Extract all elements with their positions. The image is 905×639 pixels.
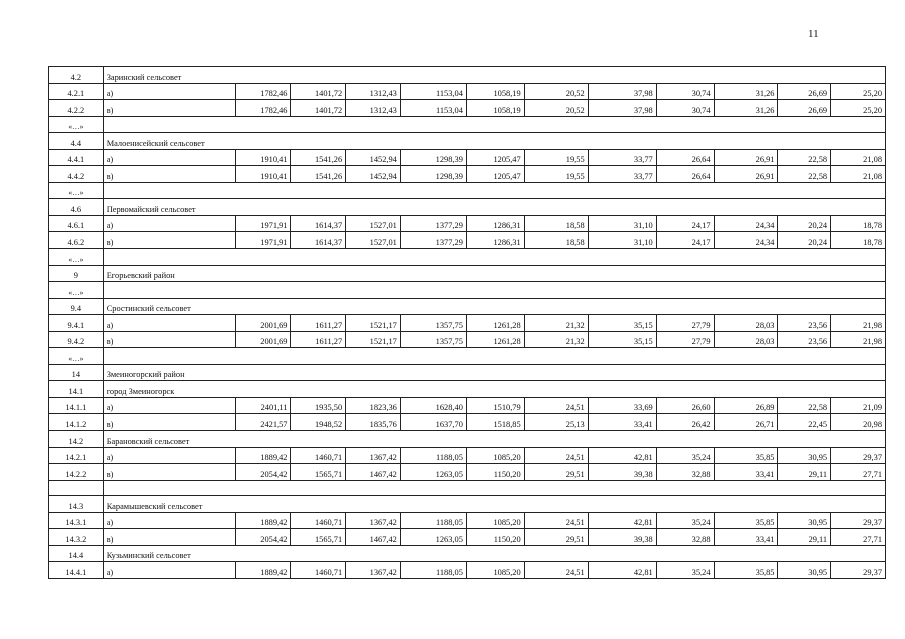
value-cell: 2421,57 [235, 414, 291, 431]
value-cell: 22,45 [778, 414, 831, 431]
value-cell: 25,20 [831, 83, 886, 100]
value-cell: 30,95 [778, 562, 831, 579]
table-row [49, 166, 886, 183]
empty-cell [103, 116, 885, 133]
value-cell: 21,08 [831, 149, 886, 166]
value-cell: 1286,31 [466, 215, 524, 232]
section-row [49, 199, 886, 216]
value-cell: 31,26 [714, 83, 778, 100]
row-subitem: а) [103, 215, 235, 232]
value-cell: 29,51 [524, 529, 588, 546]
table-row [49, 464, 886, 481]
value-cell: 1889,42 [235, 447, 291, 464]
value-cell: 1460,71 [291, 447, 346, 464]
row-code: 9.4.1 [49, 315, 104, 332]
section-code: 14.2 [49, 431, 104, 448]
value-cell: 1058,19 [466, 83, 524, 100]
table-row [49, 562, 886, 579]
value-cell: 1357,75 [400, 331, 466, 348]
empty-cell [103, 182, 885, 199]
section-title: Малоенисейский сельсовет [103, 133, 885, 150]
value-cell: 21,98 [831, 331, 886, 348]
row-subitem: а) [103, 512, 235, 529]
section-title: Егорьевский район [103, 265, 885, 282]
value-cell: 24,34 [714, 232, 778, 249]
value-cell: 18,78 [831, 215, 886, 232]
value-cell: 1205,47 [466, 149, 524, 166]
value-cell: 1910,41 [235, 149, 291, 166]
row-subitem: а) [103, 397, 235, 414]
value-cell: 1541,26 [291, 149, 346, 166]
value-cell: 24,17 [656, 215, 714, 232]
value-cell: 18,58 [524, 232, 588, 249]
empty-cell [49, 480, 104, 496]
value-cell: 29,11 [778, 529, 831, 546]
value-cell: 1058,19 [466, 100, 524, 117]
value-cell: 1910,41 [235, 166, 291, 183]
row-code: 4.4.2 [49, 166, 104, 183]
value-cell: 26,42 [656, 414, 714, 431]
value-cell: 1367,42 [346, 562, 401, 579]
section-row [49, 298, 886, 315]
value-cell: 31,10 [588, 232, 656, 249]
section-code: 9 [49, 265, 104, 282]
value-cell: 19,55 [524, 166, 588, 183]
section-row [49, 545, 886, 562]
value-cell: 1312,43 [346, 100, 401, 117]
section-code: 4.2 [49, 67, 104, 84]
table-row [49, 149, 886, 166]
value-cell: 33,41 [714, 529, 778, 546]
value-cell: 26,64 [656, 149, 714, 166]
value-cell: 27,71 [831, 464, 886, 481]
value-cell: 1835,76 [346, 414, 401, 431]
value-cell: 42,81 [588, 512, 656, 529]
value-cell: 1889,42 [235, 562, 291, 579]
value-cell: 1286,31 [466, 232, 524, 249]
value-cell: 26,69 [778, 100, 831, 117]
value-cell: 1312,43 [346, 83, 401, 100]
value-cell: 26,69 [778, 83, 831, 100]
value-cell: 1298,39 [400, 149, 466, 166]
table-row [49, 100, 886, 117]
value-cell: 1150,20 [466, 529, 524, 546]
row-code: 14.2.1 [49, 447, 104, 464]
value-cell: 33,77 [588, 166, 656, 183]
value-cell: 37,98 [588, 100, 656, 117]
value-cell: 24,51 [524, 562, 588, 579]
value-cell: 1614,37 [291, 232, 346, 249]
value-cell: 1628,40 [400, 397, 466, 414]
row-subitem: в) [103, 166, 235, 183]
value-cell: 1357,75 [400, 315, 466, 332]
value-cell: 1541,26 [291, 166, 346, 183]
value-cell: 1460,71 [291, 512, 346, 529]
value-cell: 1518,85 [466, 414, 524, 431]
row-code: 4.6.1 [49, 215, 104, 232]
table-row [49, 414, 886, 431]
value-cell: 2001,69 [235, 315, 291, 332]
value-cell: 1971,91 [235, 215, 291, 232]
value-cell: 25,13 [524, 414, 588, 431]
value-cell: 39,38 [588, 464, 656, 481]
value-cell: 33,77 [588, 149, 656, 166]
value-cell: 1261,28 [466, 315, 524, 332]
value-cell: 1452,94 [346, 166, 401, 183]
value-cell: 1261,28 [466, 331, 524, 348]
value-cell: 21,32 [524, 331, 588, 348]
value-cell: 30,74 [656, 100, 714, 117]
section-row [49, 67, 886, 84]
table-row [49, 447, 886, 464]
empty-cell [103, 348, 885, 365]
row-code: 14.1.2 [49, 414, 104, 431]
value-cell: 26,89 [714, 397, 778, 414]
value-cell: 21,32 [524, 315, 588, 332]
omission-marker: «…» [49, 182, 104, 199]
value-cell: 18,58 [524, 215, 588, 232]
value-cell: 26,60 [656, 397, 714, 414]
value-cell: 1637,70 [400, 414, 466, 431]
value-cell: 1401,72 [291, 83, 346, 100]
value-cell: 35,24 [656, 447, 714, 464]
row-subitem: а) [103, 315, 235, 332]
value-cell: 20,52 [524, 83, 588, 100]
value-cell: 1565,71 [291, 529, 346, 546]
value-cell: 1188,05 [400, 512, 466, 529]
table-row [49, 83, 886, 100]
value-cell: 1401,72 [291, 100, 346, 117]
value-cell: 20,24 [778, 215, 831, 232]
value-cell: 24,51 [524, 512, 588, 529]
section-row [49, 431, 886, 448]
value-cell: 1085,20 [466, 512, 524, 529]
row-subitem: а) [103, 83, 235, 100]
value-cell: 1510,79 [466, 397, 524, 414]
section-title: Кузьминский сельсовет [103, 545, 885, 562]
tariff-table [48, 66, 886, 579]
value-cell: 1948,52 [291, 414, 346, 431]
value-cell: 2054,42 [235, 464, 291, 481]
value-cell: 29,11 [778, 464, 831, 481]
table-row [49, 215, 886, 232]
value-cell: 1782,46 [235, 83, 291, 100]
section-code: 14.1 [49, 381, 104, 398]
value-cell: 22,58 [778, 397, 831, 414]
table-row [49, 232, 886, 249]
table-row [49, 397, 886, 414]
value-cell: 1377,29 [400, 232, 466, 249]
value-cell: 24,17 [656, 232, 714, 249]
section-code: 4.6 [49, 199, 104, 216]
value-cell: 1527,01 [346, 232, 401, 249]
value-cell: 1521,17 [346, 315, 401, 332]
table-row [49, 315, 886, 332]
value-cell: 26,91 [714, 149, 778, 166]
value-cell: 35,85 [714, 447, 778, 464]
row-subitem: а) [103, 149, 235, 166]
value-cell: 35,85 [714, 512, 778, 529]
value-cell: 1935,50 [291, 397, 346, 414]
value-cell: 35,24 [656, 512, 714, 529]
value-cell: 28,03 [714, 315, 778, 332]
value-cell: 25,20 [831, 100, 886, 117]
value-cell: 24,51 [524, 447, 588, 464]
section-row [49, 133, 886, 150]
value-cell: 1614,37 [291, 215, 346, 232]
row-code: 14.2.2 [49, 464, 104, 481]
section-code: 4.4 [49, 133, 104, 150]
value-cell: 23,56 [778, 315, 831, 332]
value-cell: 21,08 [831, 166, 886, 183]
value-cell: 1565,71 [291, 464, 346, 481]
section-row [49, 265, 886, 282]
table-row [49, 512, 886, 529]
value-cell: 1188,05 [400, 562, 466, 579]
empty-cell [103, 282, 885, 299]
value-cell: 1205,47 [466, 166, 524, 183]
value-cell: 21,98 [831, 315, 886, 332]
row-code: 14.3.2 [49, 529, 104, 546]
value-cell: 24,34 [714, 215, 778, 232]
row-code: 14.4.1 [49, 562, 104, 579]
value-cell: 1085,20 [466, 562, 524, 579]
value-cell: 33,41 [588, 414, 656, 431]
omission-marker: «…» [49, 249, 104, 266]
table-row [49, 529, 886, 546]
empty-cell [103, 249, 885, 266]
value-cell: 31,26 [714, 100, 778, 117]
value-cell: 1782,46 [235, 100, 291, 117]
value-cell: 2001,69 [235, 331, 291, 348]
value-cell: 1460,71 [291, 562, 346, 579]
empty-cell [103, 480, 885, 496]
row-subitem: в) [103, 100, 235, 117]
value-cell: 26,71 [714, 414, 778, 431]
value-cell: 1611,27 [291, 315, 346, 332]
value-cell: 23,56 [778, 331, 831, 348]
value-cell: 29,37 [831, 512, 886, 529]
value-cell: 1971,91 [235, 232, 291, 249]
omission-row [49, 182, 886, 199]
omission-row [49, 249, 886, 266]
value-cell: 27,79 [656, 315, 714, 332]
value-cell: 2054,42 [235, 529, 291, 546]
value-cell: 32,88 [656, 464, 714, 481]
section-title: Карамышевский сельсовет [103, 496, 885, 513]
value-cell: 32,88 [656, 529, 714, 546]
value-cell: 1298,39 [400, 166, 466, 183]
value-cell: 22,58 [778, 149, 831, 166]
blank-row [49, 480, 886, 496]
section-row [49, 364, 886, 381]
value-cell: 1467,42 [346, 529, 401, 546]
value-cell: 24,51 [524, 397, 588, 414]
value-cell: 1085,20 [466, 447, 524, 464]
section-title: Первомайский сельсовет [103, 199, 885, 216]
value-cell: 1467,42 [346, 464, 401, 481]
section-title: город Змеиногорск [103, 381, 885, 398]
value-cell: 26,91 [714, 166, 778, 183]
value-cell: 19,55 [524, 149, 588, 166]
value-cell: 1188,05 [400, 447, 466, 464]
value-cell: 1263,05 [400, 529, 466, 546]
value-cell: 20,98 [831, 414, 886, 431]
row-code: 14.1.1 [49, 397, 104, 414]
value-cell: 42,81 [588, 562, 656, 579]
value-cell: 29,37 [831, 562, 886, 579]
section-title: Заринский сельсовет [103, 67, 885, 84]
row-code: 4.6.2 [49, 232, 104, 249]
section-row [49, 496, 886, 513]
value-cell: 1611,27 [291, 331, 346, 348]
value-cell: 35,24 [656, 562, 714, 579]
omission-row [49, 282, 886, 299]
section-code: 14.4 [49, 545, 104, 562]
value-cell: 1823,36 [346, 397, 401, 414]
section-code: 9.4 [49, 298, 104, 315]
row-subitem: в) [103, 414, 235, 431]
value-cell: 35,15 [588, 331, 656, 348]
row-code: 4.2.2 [49, 100, 104, 117]
value-cell: 1889,42 [235, 512, 291, 529]
section-row [49, 381, 886, 398]
row-subitem: в) [103, 232, 235, 249]
value-cell: 20,24 [778, 232, 831, 249]
value-cell: 1150,20 [466, 464, 524, 481]
value-cell: 39,38 [588, 529, 656, 546]
table-row [49, 331, 886, 348]
row-subitem: в) [103, 464, 235, 481]
value-cell: 30,95 [778, 512, 831, 529]
row-subitem: в) [103, 529, 235, 546]
row-code: 4.4.1 [49, 149, 104, 166]
omission-row [49, 348, 886, 365]
row-subitem: а) [103, 447, 235, 464]
section-title: Барановский сельсовет [103, 431, 885, 448]
value-cell: 2401,11 [235, 397, 291, 414]
value-cell: 31,10 [588, 215, 656, 232]
value-cell: 1153,04 [400, 83, 466, 100]
value-cell: 27,79 [656, 331, 714, 348]
omission-marker: «…» [49, 348, 104, 365]
value-cell: 35,85 [714, 562, 778, 579]
omission-row [49, 116, 886, 133]
value-cell: 22,58 [778, 166, 831, 183]
section-title: Змеиногорский район [103, 364, 885, 381]
value-cell: 1367,42 [346, 447, 401, 464]
value-cell: 35,15 [588, 315, 656, 332]
value-cell: 1452,94 [346, 149, 401, 166]
value-cell: 29,51 [524, 464, 588, 481]
value-cell: 28,03 [714, 331, 778, 348]
section-code: 14 [49, 364, 104, 381]
value-cell: 26,64 [656, 166, 714, 183]
row-code: 14.3.1 [49, 512, 104, 529]
value-cell: 1377,29 [400, 215, 466, 232]
value-cell: 21,09 [831, 397, 886, 414]
value-cell: 1367,42 [346, 512, 401, 529]
value-cell: 1263,05 [400, 464, 466, 481]
value-cell: 1527,01 [346, 215, 401, 232]
value-cell: 18,78 [831, 232, 886, 249]
value-cell: 30,74 [656, 83, 714, 100]
row-code: 9.4.2 [49, 331, 104, 348]
row-code: 4.2.1 [49, 83, 104, 100]
row-subitem: в) [103, 331, 235, 348]
value-cell: 30,95 [778, 447, 831, 464]
page-number: 11 [808, 28, 819, 40]
row-subitem: а) [103, 562, 235, 579]
value-cell: 42,81 [588, 447, 656, 464]
value-cell: 37,98 [588, 83, 656, 100]
omission-marker: «…» [49, 282, 104, 299]
value-cell: 27,71 [831, 529, 886, 546]
section-title: Сростинский сельсовет [103, 298, 885, 315]
value-cell: 33,41 [714, 464, 778, 481]
section-code: 14.3 [49, 496, 104, 513]
value-cell: 33,69 [588, 397, 656, 414]
value-cell: 1153,04 [400, 100, 466, 117]
value-cell: 20,52 [524, 100, 588, 117]
omission-marker: «…» [49, 116, 104, 133]
value-cell: 29,37 [831, 447, 886, 464]
value-cell: 1521,17 [346, 331, 401, 348]
